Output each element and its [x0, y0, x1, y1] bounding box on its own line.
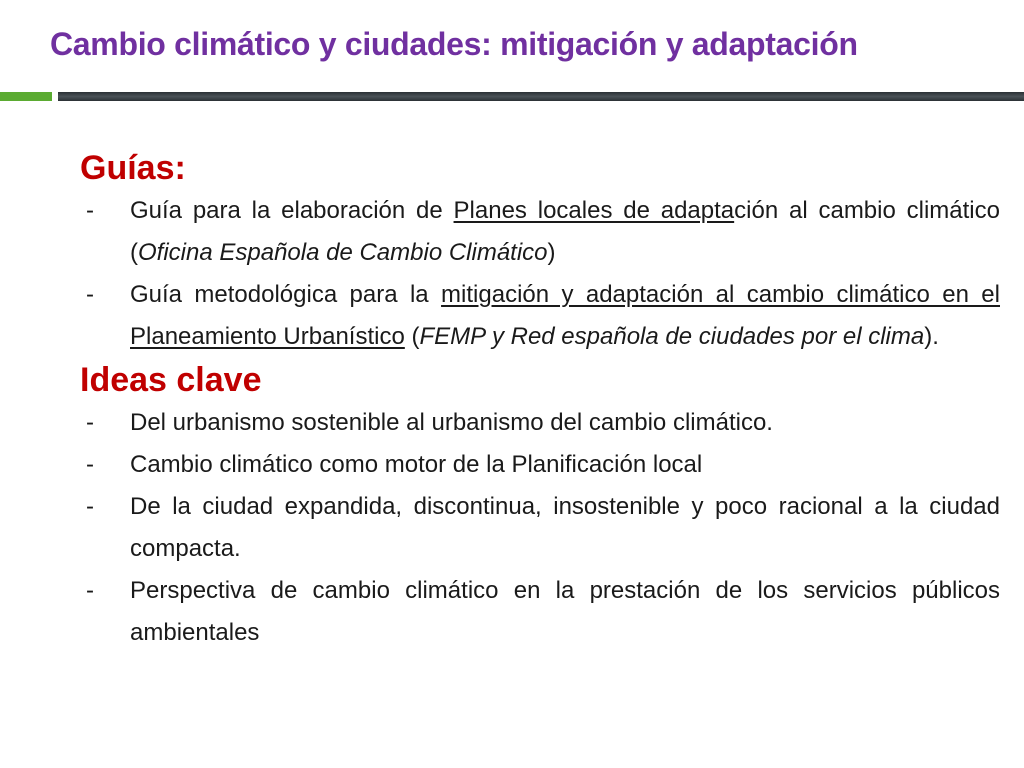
item-text: (	[404, 323, 420, 350]
bullet-dash: -	[86, 409, 94, 436]
item-text: ción al cambio climático (	[130, 197, 1000, 266]
item-text: Perspectiva de cambio climático en la prestación de los servicios públicos ambientales	[130, 577, 1000, 646]
source-italic: FEMP y Red española de ciudades por el clima	[419, 323, 925, 350]
guias-item-2	[80, 274, 1000, 358]
item-text: Guía para la elaboración de	[130, 197, 454, 224]
item-text: Guía metodológica para la	[130, 281, 442, 308]
slide-title: Cambio climático y ciudades: mitigación y adaptación	[50, 26, 858, 62]
slide-body	[80, 146, 1000, 654]
bullet-dash: -	[86, 577, 94, 604]
guias-item-1	[80, 190, 1000, 274]
bullet-dash: -	[86, 493, 94, 520]
item-text: Del urbanismo sostenible al urbanismo del cambio climático.	[130, 409, 773, 436]
underlined-link-text: Planes locales de adapta	[453, 197, 735, 224]
bullet-dash: -	[86, 281, 94, 308]
guias-heading: Guías:	[80, 149, 186, 187]
item-text: Cambio climático como motor de la Planificación local	[130, 451, 703, 478]
title-accent-bar	[0, 92, 52, 101]
bullet-dash: -	[86, 451, 94, 478]
ideas-item-2	[80, 444, 1000, 486]
bullet-dash: -	[86, 197, 94, 224]
underlined-link-text: mitigación y adaptación al cambio climático en el Planeamiento Urbanístico	[130, 281, 1000, 350]
item-text: De la ciudad expandida, discontinua, insostenible y poco racional a la ciudad compacta.	[130, 493, 1000, 562]
item-text: ).	[924, 323, 939, 350]
source-italic: Oficina Española de Cambio Climático	[138, 239, 548, 266]
ideas-item-3	[80, 486, 1000, 570]
item-text: )	[547, 239, 556, 266]
ideas-heading: Ideas clave	[80, 361, 262, 399]
ideas-item-4	[80, 570, 1000, 654]
ideas-item-1	[80, 402, 1000, 444]
title-divider-bar	[58, 92, 1024, 101]
